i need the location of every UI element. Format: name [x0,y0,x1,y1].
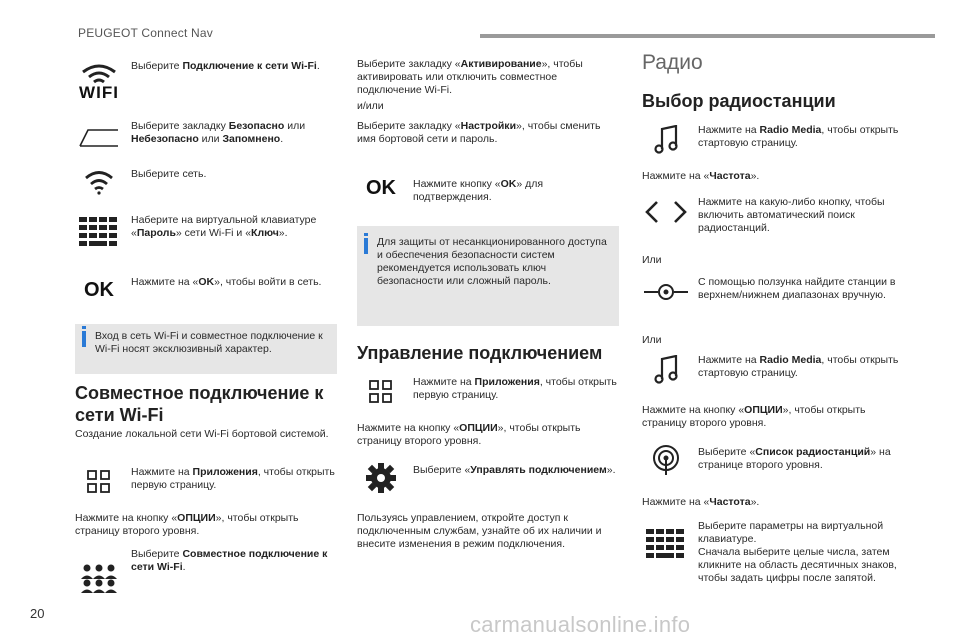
paragraph: Или [642,334,662,346]
radio-signal-icon [642,440,690,480]
step-text: Выберите «Управлять подключением». [413,464,616,476]
step-text: Выберите Совместное подключение к сети Wi-Fi. [131,548,328,573]
step-text: Наберите на виртуальной клавиатуре «Пароль» сети Wi-Fi и «Ключ». [131,214,317,239]
step-text: Нажмите на Radio Media, чтобы открыть стартовую страницу. [698,354,899,379]
step-text: Выберите «Список радиостанций» на странице второго уровня. [698,446,891,471]
paragraph: Выберите закладку «Активирование», чтобы активировать или отключить совместное подключение Wi-Fi. [357,58,583,96]
step-text: Нажмите кнопку «OK» для подтверждения. [413,178,544,203]
paragraph: Нажмите на кнопку «ОПЦИИ», чтобы открыть страницу второго уровня. [75,512,299,537]
music-note-icon [642,120,690,160]
wifi-text: WIFI [79,82,119,102]
chevron-left-right-icon [642,192,690,232]
gear-icon [357,458,405,498]
apps-grid-icon [357,372,405,412]
ok-icon: OK [366,176,396,199]
keyboard-icon [642,524,690,564]
header-title: PEUGEOT Connect Nav [78,26,213,40]
step-text: Нажмите на какую-либо кнопку, чтобы включить автоматический поиск радиостанций. [698,196,885,234]
section-title: Радио [642,51,703,74]
step-text: Выберите Подключение к сети Wi-Fi. [131,60,320,72]
keyboard-icon [75,212,123,252]
step-text: Выберите сеть. [131,168,207,180]
step-text: С помощью ползунка найдите станции в верхнем/нижнем диапазонах вручную. [698,276,896,301]
paragraph: Создание локальной сети Wi-Fi бортовой системой. [75,428,329,440]
step-text: Выберите закладку Безопасно или Небезопасно или Запомнено. [131,120,306,145]
info-icon [364,238,368,254]
section-heading: Управление подключением [357,343,603,363]
step-text: Нажмите на Radio Media, чтобы открыть стартовую страницу. [698,124,899,149]
step-text: Нажмите на Приложения, чтобы открыть первую страницу. [131,466,335,491]
info-icon [82,331,86,347]
tab-icon [75,118,123,158]
paragraph: Пользуясь управлением, откройте доступ к подключенным службам, узнайте об их наличии и внесите изменения в режим подключения. [357,512,602,550]
step-text: Выберите параметры на виртуальной клавиатуре. Сначала выберите целые числа, затем кликните на область десятичных знаков, чтобы задать цифры после запятой. [698,520,897,584]
paragraph: Нажмите на кнопку «ОПЦИИ», чтобы открыть страницу второго уровня. [642,404,866,429]
paragraph: Нажмите на «Частота». [642,170,760,182]
wifi-icon [75,162,123,202]
step-text: Нажмите на Приложения, чтобы открыть первую страницу. [413,376,617,401]
music-note-icon [642,350,690,390]
ok-icon: OK [84,278,114,301]
paragraph: Нажмите на кнопку «ОПЦИИ», чтобы открыть страницу второго уровня. [357,422,581,447]
watermark: carmanualsonline.info [470,612,691,637]
page-number: 20 [30,606,45,621]
wifi-label-icon [75,58,123,104]
slider-icon [642,272,690,312]
step-text: Нажмите на «OK», чтобы войти в сеть. [131,276,322,288]
info-note: Вход в сеть Wi-Fi и совместное подключение к Wi-Fi носят эксклюзивный характер. [75,324,337,374]
paragraph: Выберите закладку «Настройки», чтобы сменить имя бортовой сети и пароль. [357,120,601,145]
users-icon [75,558,123,598]
section-heading: Выбор радиостанции [642,91,836,111]
section-heading: Совместное подключение к сети Wi-Fi [75,383,324,425]
header-rule [480,34,935,38]
paragraph: и/или [357,100,384,112]
apps-grid-icon [75,462,123,502]
paragraph: Нажмите на «Частота». [642,496,760,508]
info-note: Для защиты от несанкционированного доступа и обеспечения безопасности систем рекомендуется использовать ключ безопасности или сложный пароль. [357,226,619,326]
paragraph: Или [642,254,662,266]
